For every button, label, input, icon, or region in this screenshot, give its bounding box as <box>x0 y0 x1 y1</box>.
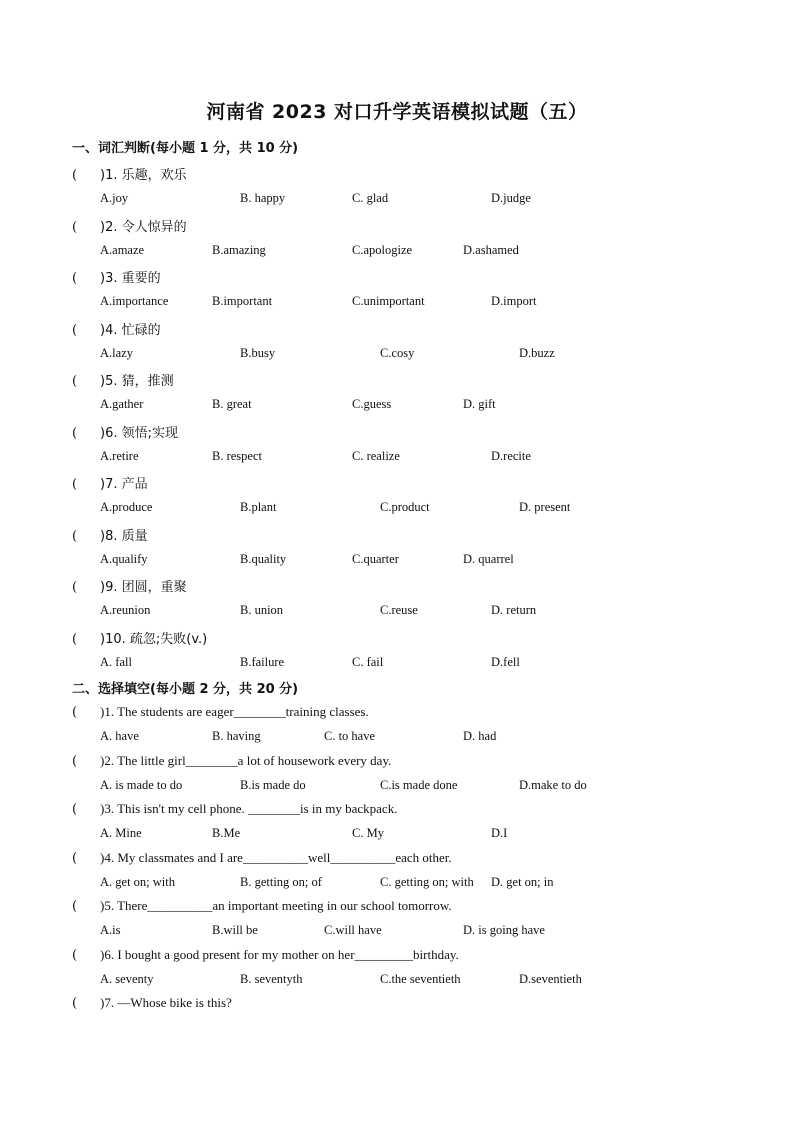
section-2-heading: 二、选择填空(每小题 2 分，共 20 分) <box>72 682 299 697</box>
option-d[interactable]: D.make to do <box>519 777 587 792</box>
option-a[interactable]: A. Mine <box>100 826 142 840</box>
option-d[interactable]: D.fell <box>491 654 520 669</box>
question-6 <box>72 422 178 441</box>
option-b[interactable]: B. respect <box>212 448 262 463</box>
section-1-heading: 一、词汇判断(每小题 1 分，共 10 分) <box>72 141 299 156</box>
answer-blank[interactable]: ( <box>72 753 78 769</box>
question-1 <box>72 164 187 183</box>
option-b[interactable]: B. getting on; of <box>240 874 322 889</box>
option-c[interactable]: C.quarter <box>352 551 399 566</box>
question-stem: )8. 质量 <box>100 528 148 544</box>
option-b[interactable]: B.busy <box>240 345 276 360</box>
question-stem: )5. There__________an important meeting in our school tomorrow. <box>100 898 452 913</box>
option-c[interactable]: C. realize <box>352 448 400 463</box>
question-stem: )1. 乐趣，欢乐 <box>100 168 187 183</box>
option-c[interactable]: C.product <box>380 500 430 514</box>
answer-blank[interactable]: ( <box>72 271 78 286</box>
option-a[interactable]: A.qualify <box>100 551 148 566</box>
option-d[interactable]: D. return <box>491 603 537 617</box>
option-d[interactable]: D.import <box>491 294 537 308</box>
question-stem: )6. 领悟;实现 <box>100 425 178 441</box>
option-d[interactable]: D. present <box>519 500 571 514</box>
question-4 <box>72 319 161 338</box>
question-3 <box>72 267 161 286</box>
question-stem: )10. 疏忽;失败(v.) <box>100 631 208 647</box>
option-d[interactable]: D.seventieth <box>519 971 582 986</box>
option-c[interactable]: C.unimportant <box>352 294 425 308</box>
question-stem: )9. 团圆，重聚 <box>100 580 187 595</box>
question-9 <box>72 576 187 595</box>
option-d[interactable]: D.buzz <box>519 345 555 360</box>
option-a[interactable]: A.joy <box>100 191 129 205</box>
option-c[interactable]: C. fail <box>352 654 384 669</box>
option-b[interactable]: B.Me <box>212 826 241 840</box>
option-c[interactable]: C.the seventieth <box>380 971 461 986</box>
answer-blank[interactable]: ( <box>72 425 78 441</box>
answer-blank[interactable]: ( <box>72 899 78 914</box>
answer-blank[interactable]: ( <box>72 705 78 720</box>
option-a[interactable]: A. is made to do <box>100 777 183 792</box>
answer-blank[interactable]: ( <box>72 996 78 1011</box>
answer-blank[interactable]: ( <box>72 374 78 389</box>
option-d[interactable]: D.judge <box>491 191 531 205</box>
option-c[interactable]: C.will have <box>324 923 382 937</box>
option-a[interactable]: A. get on; with <box>100 874 175 889</box>
option-c[interactable]: C.guess <box>352 397 392 411</box>
option-d[interactable]: D. get on; in <box>491 874 554 889</box>
option-b[interactable]: B.failure <box>240 654 285 669</box>
option-a[interactable]: A.produce <box>100 500 153 514</box>
option-a[interactable]: A.retire <box>100 448 139 463</box>
option-a[interactable]: A.lazy <box>100 345 133 360</box>
question-stem: )7. —Whose bike is this? <box>100 995 232 1010</box>
option-b[interactable]: B.important <box>212 294 273 308</box>
option-d[interactable]: D. had <box>463 729 497 743</box>
question-1 <box>72 704 369 720</box>
option-d[interactable]: D.I <box>491 826 508 840</box>
answer-blank[interactable]: ( <box>72 322 78 338</box>
option-b[interactable]: B.quality <box>240 551 287 566</box>
option-d[interactable]: D.recite <box>491 448 531 463</box>
option-a[interactable]: A. have <box>100 729 139 743</box>
option-b[interactable]: B. union <box>240 603 284 617</box>
option-c[interactable]: C.is made done <box>380 777 458 792</box>
option-c[interactable]: C.apologize <box>352 242 413 257</box>
option-c[interactable]: C. to have <box>324 729 376 743</box>
answer-blank[interactable]: ( <box>72 947 78 963</box>
option-b[interactable]: B. happy <box>240 191 286 205</box>
option-a[interactable]: A. seventy <box>100 971 154 986</box>
question-stem: )7. 产品 <box>100 477 148 492</box>
option-a[interactable]: A.reunion <box>100 603 151 617</box>
question-stem: )2. The little girl________a lot of housework every day. <box>100 752 392 768</box>
option-a[interactable]: A. fall <box>100 654 132 669</box>
answer-blank[interactable]: ( <box>72 168 78 183</box>
question-stem: )4. 忙碌的 <box>100 322 161 338</box>
question-stem: )1. The students are eager________training classes. <box>100 704 369 719</box>
option-c[interactable]: C.cosy <box>380 345 415 360</box>
option-d[interactable]: D. quarrel <box>463 551 514 566</box>
option-a[interactable]: A.amaze <box>100 242 145 257</box>
question-5 <box>72 370 174 389</box>
option-a[interactable]: A.is <box>100 923 121 937</box>
question-10 <box>72 628 207 647</box>
option-b[interactable]: B.is made do <box>240 777 306 792</box>
question-7 <box>72 473 148 492</box>
page-title: 河南省 2023 对口升学英语模拟试题（五） <box>206 101 588 123</box>
option-a[interactable]: A.gather <box>100 397 144 411</box>
question-6 <box>72 947 459 963</box>
option-a[interactable]: A.importance <box>100 294 169 308</box>
option-d[interactable]: D.ashamed <box>463 242 519 257</box>
option-c[interactable]: C. My <box>352 826 384 840</box>
option-b[interactable]: B. great <box>212 397 252 411</box>
answer-blank[interactable]: ( <box>72 528 78 544</box>
option-b[interactable]: B.amazing <box>212 242 266 257</box>
answer-blank[interactable]: ( <box>72 477 78 492</box>
answer-blank[interactable]: ( <box>72 631 78 647</box>
question-stem: )4. My classmates and I are__________well__________each other. <box>100 849 452 865</box>
question-stem: )2. 令人惊异的 <box>100 219 187 235</box>
option-c[interactable]: C. glad <box>352 191 389 205</box>
answer-blank[interactable]: ( <box>72 802 78 817</box>
question-stem: )5. 猜，推测 <box>100 374 174 389</box>
option-b[interactable]: B. having <box>212 729 261 743</box>
option-b[interactable]: B.plant <box>240 500 277 514</box>
question-stem: )3. 重要的 <box>100 271 161 286</box>
question-4 <box>72 850 452 866</box>
option-d[interactable]: D. is going have <box>463 923 545 937</box>
answer-blank[interactable]: ( <box>72 580 78 595</box>
option-d[interactable]: D. gift <box>463 397 496 411</box>
question-8 <box>72 525 148 544</box>
question-3 <box>72 801 397 817</box>
answer-blank[interactable]: ( <box>72 850 78 866</box>
option-c[interactable]: C.reuse <box>380 603 418 617</box>
question-2 <box>72 753 391 769</box>
question-stem: )3. This isn't my cell phone. ________is in my backpack. <box>100 801 398 816</box>
option-b[interactable]: B.will be <box>212 923 258 937</box>
answer-blank[interactable]: ( <box>72 219 78 235</box>
question-7 <box>72 995 232 1011</box>
question-2 <box>72 216 187 235</box>
question-5 <box>72 898 452 914</box>
option-b[interactable]: B. seventyth <box>240 971 303 986</box>
option-c[interactable]: C. getting on; with <box>380 874 474 889</box>
question-stem: )6. I bought a good present for my mother on her_________birthday. <box>100 946 459 962</box>
